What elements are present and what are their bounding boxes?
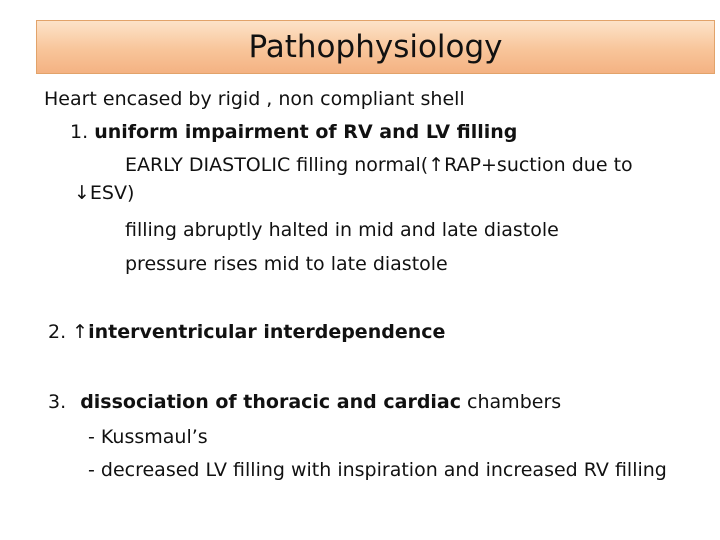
point-1-line-1-cont: ↓ESV) bbox=[74, 182, 135, 204]
point-2-heading: interventricular interdependence bbox=[88, 321, 446, 343]
point-1-line-1: EARLY DIASTOLIC filling normal(↑RAP+suction due to bbox=[125, 154, 633, 176]
point-1-heading: uniform impairment of RV and LV filling bbox=[94, 121, 518, 143]
point-2-number: 2. ↑ bbox=[48, 321, 89, 343]
point-1 bbox=[70, 120, 517, 144]
point-3-tail: chambers bbox=[461, 391, 562, 413]
slide-title: Pathophysiology bbox=[248, 29, 503, 65]
point-3-sub-1: - Kussmaul’s bbox=[88, 426, 208, 448]
intro-line: Heart encased by rigid , non compliant shell bbox=[44, 88, 465, 110]
point-3-sub-2: - decreased LV filling with inspiration and increased RV filling bbox=[88, 459, 667, 481]
point-3 bbox=[48, 390, 561, 414]
point-3-number: 3. bbox=[48, 391, 67, 413]
point-1-line-3: pressure rises mid to late diastole bbox=[125, 253, 448, 275]
point-1-line-2: filling abruptly halted in mid and late diastole bbox=[125, 219, 559, 241]
point-2 bbox=[48, 320, 445, 344]
point-1-number: 1. bbox=[70, 121, 89, 143]
point-3-heading: dissociation of thoracic and cardiac bbox=[80, 391, 462, 413]
title-banner bbox=[36, 20, 715, 74]
